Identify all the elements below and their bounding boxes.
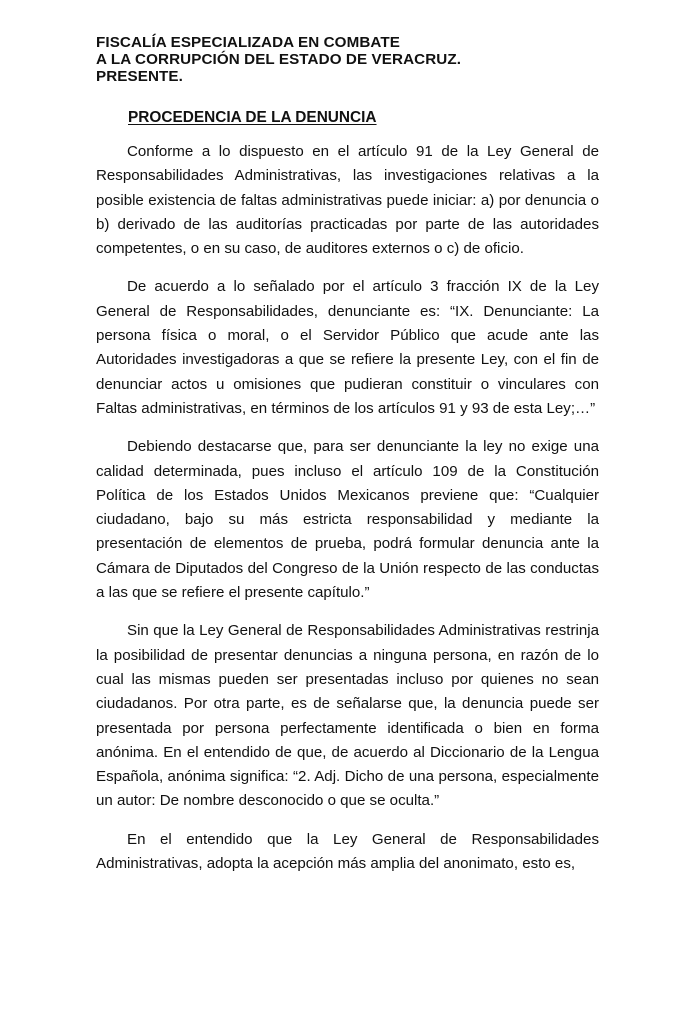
paragraph-1: Conforme a lo dispuesto en el artículo 91 de la Ley General de Responsabilidades Administrativas, las investigaciones relativas a la posible existencia de faltas administrativas puede iniciar: a) por denuncia o b) derivado de las auditorías practicadas por parte de las autoridades competentes, o en su caso, de auditores externos o c) de oficio. <box>96 143 599 258</box>
addressee-line-1: FISCALÍA ESPECIALIZADA EN COMBATE <box>96 34 400 51</box>
paragraph-3: Debiendo destacarse que, para ser denunciante la ley no exige una calidad determinada, pues incluso el artículo 109 de la Constitución Política de los Estados Unidos Mexicanos previene que: “Cualquier ciudadano, bajo su más estricta responsabilidad y mediante la presentación de elementos de prueba, podrá formular denuncia ante la Cámara de Diputados del Congreso de la Unión respecto de las conductas a las que se refiere el presente capítulo.” <box>96 438 599 602</box>
section-title: PROCEDENCIA DE LA DENUNCIA <box>128 109 377 126</box>
paragraph-5: En el entendido que la Ley General de Responsabilidades Administrativas, adopta la acepción más amplia del anonimato, esto es, <box>96 830 599 873</box>
addressee-block <box>96 34 599 85</box>
addressee-line-3: PRESENTE. <box>96 68 183 85</box>
paragraph-2: De acuerdo a lo señalado por el artículo 3 fracción IX de la Ley General de Responsabilidades, denunciante es: “IX. Denunciante: La persona física o moral, o el Servidor Público que acude ante las Autoridades investigadoras a que se refiere la presente Ley, con el fin de denunciar actos u omisiones que pudieran constituir o vinculares con Faltas administrativas, en términos de los artículos 91 y 93 de esta Ley;…” <box>96 278 599 417</box>
addressee-line-2: A LA CORRUPCIÓN DEL ESTADO DE VERACRUZ. <box>96 51 462 68</box>
paragraph-4: Sin que la Ley General de Responsabilidades Administrativas restrinja la posibilidad de presentar denuncias a ninguna persona, en razón de lo cual las mismas pueden ser presentadas incluso por quienes no sean ciudadanos. Por otra parte, es de señalarse que, la denuncia puede ser presentada por persona perfectamente identificada o bien en forma anónima. En el entendido de que, de acuerdo al Diccionario de la Lengua Española, anónima significa: “2. Adj. Dicho de una persona, especialmente un autor: De nombre desconocido o que se oculta.” <box>96 622 599 810</box>
